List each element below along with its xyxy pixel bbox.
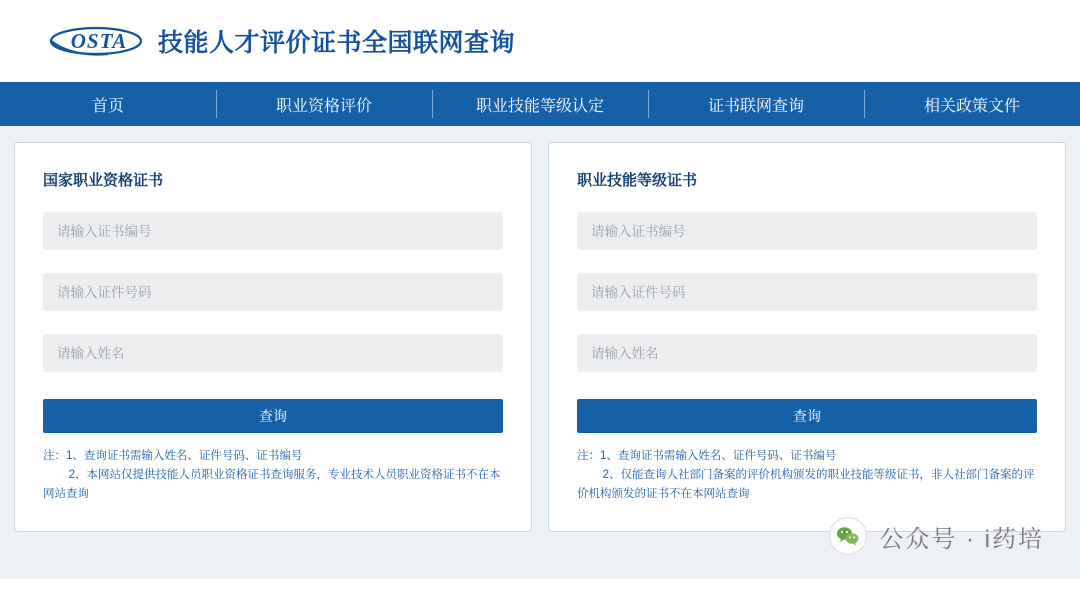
main-navigation — [0, 82, 1080, 126]
osta-logo — [48, 24, 144, 58]
wechat-icon — [829, 517, 867, 555]
osta-logo-text: OSTA — [70, 28, 128, 53]
right-query-button[interactable]: 查询 — [577, 399, 1037, 433]
query-panels-container — [0, 126, 1080, 579]
right-id-number-input[interactable] — [577, 273, 1037, 311]
national-vocational-certificate-panel — [14, 142, 532, 532]
watermark-text: 公众号 · i药培 — [879, 525, 1044, 553]
left-name-input[interactable] — [43, 334, 503, 372]
left-panel-notes — [43, 447, 503, 504]
site-header — [0, 0, 1080, 82]
right-note-line-1: 注：1、查询证书需输入姓名、证件号码、证书编号 — [577, 450, 837, 462]
left-note-line-2: 2、本网站仅提供技能人员职业资格证书查询服务，专业技术人员职业资格证书不在本网站查询 — [43, 468, 501, 500]
left-certificate-number-input[interactable] — [43, 212, 503, 250]
right-name-input[interactable] — [577, 334, 1037, 372]
vocational-skill-level-certificate-panel — [548, 142, 1066, 532]
right-panel-title: 职业技能等级证书 — [577, 172, 698, 189]
nav-item-certificate-query[interactable]: 证书联网查询 — [648, 82, 864, 126]
nav-item-home[interactable]: 首页 — [91, 97, 124, 115]
left-query-button[interactable]: 查询 — [43, 399, 503, 433]
right-panel-notes — [577, 447, 1037, 504]
left-note-line-1: 注：1、查询证书需输入姓名、证件号码、证书编号 — [43, 450, 303, 462]
page-title: 技能人才评价证书全国联网查询 — [158, 29, 516, 57]
nav-item-policy-docs[interactable]: 相关政策文件 — [864, 82, 1080, 126]
nav-item-skill-level[interactable]: 职业技能等级认定 — [432, 82, 648, 126]
wechat-glyph-icon — [836, 526, 860, 546]
right-note-line-2: 2、仅能查询人社部门备案的评价机构颁发的职业技能等级证书，非人社部门备案的评价机构颁发的证书不在本网站查询 — [577, 468, 1035, 500]
left-id-number-input[interactable] — [43, 273, 503, 311]
left-panel-title: 国家职业资格证书 — [43, 172, 164, 189]
nav-item-vocational-qualification[interactable]: 职业资格评价 — [216, 82, 432, 126]
right-certificate-number-input[interactable] — [577, 212, 1037, 250]
watermark — [829, 517, 1044, 555]
